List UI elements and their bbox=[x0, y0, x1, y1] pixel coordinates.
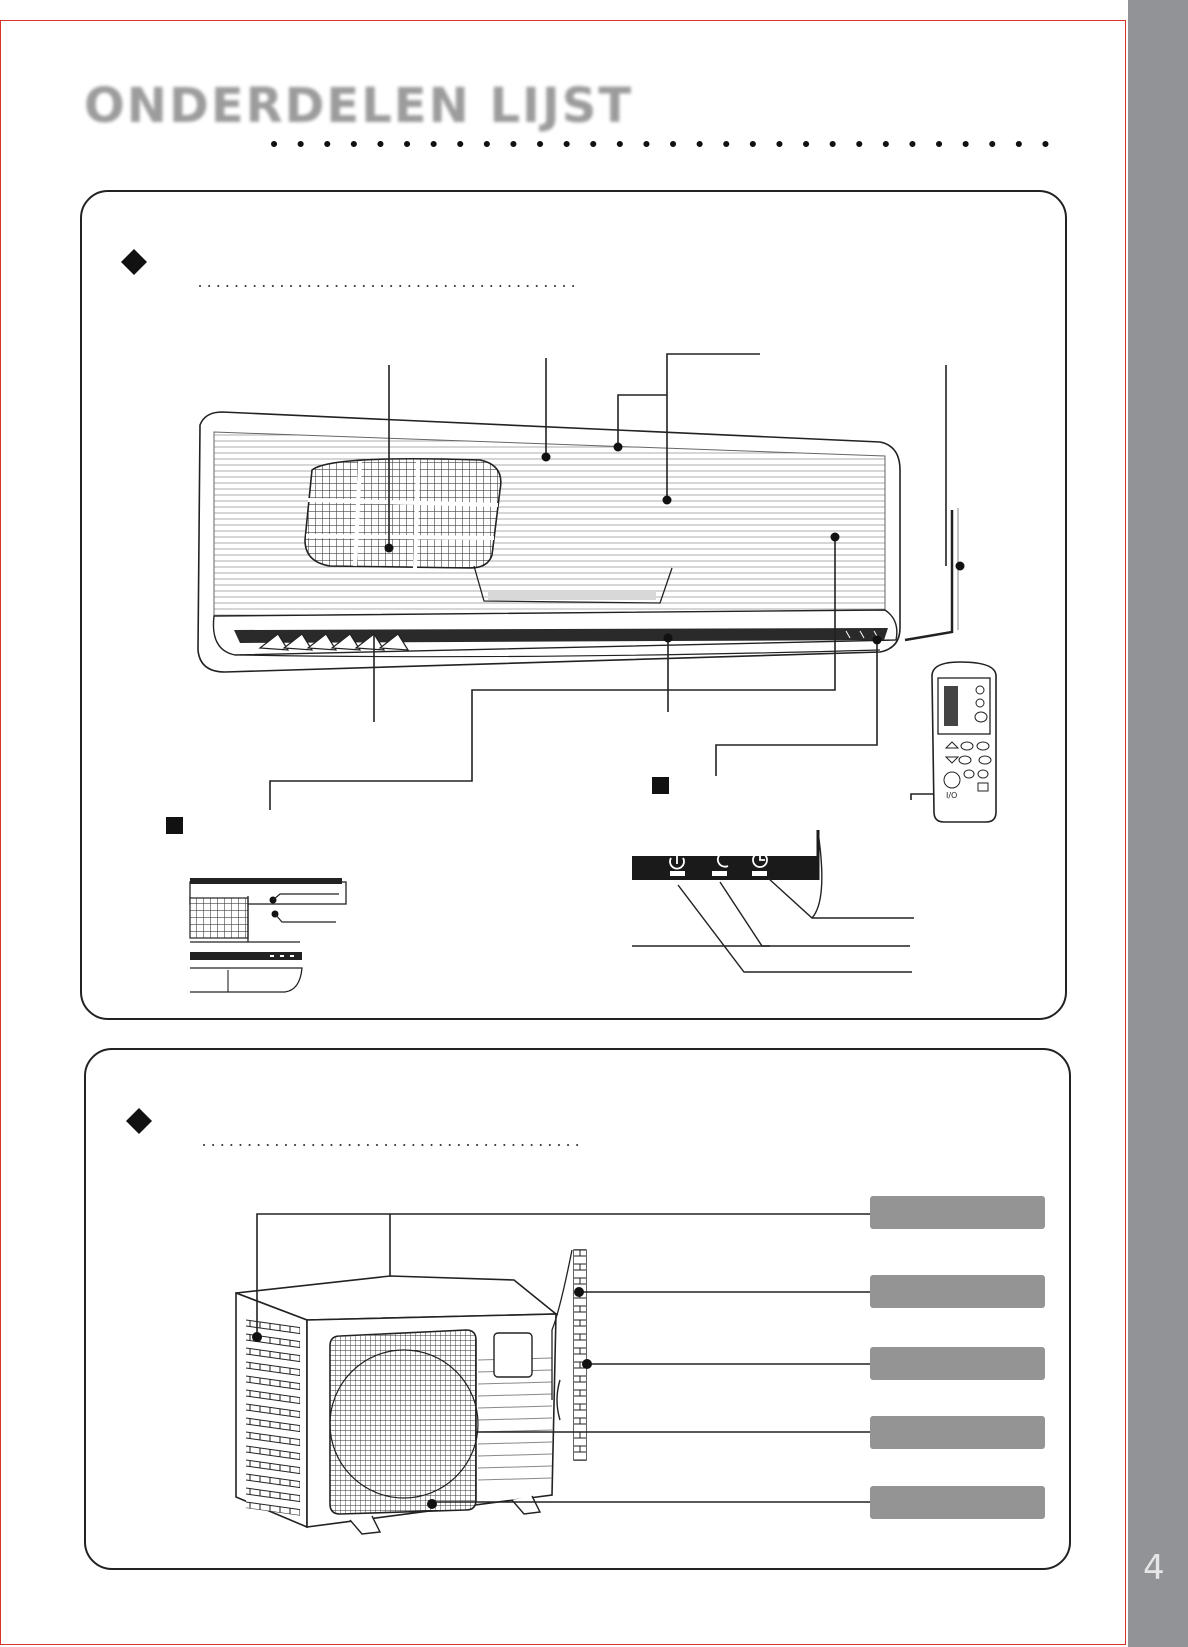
label-box-4 bbox=[870, 1416, 1045, 1449]
label-box-2 bbox=[870, 1275, 1045, 1308]
section-marker-outdoor bbox=[126, 1108, 152, 1134]
service-panel bbox=[494, 1333, 532, 1377]
page-title: ONDERDELEN LIJST bbox=[84, 78, 634, 134]
side-strip bbox=[1128, 0, 1188, 1647]
outdoor-side-vents bbox=[246, 1314, 300, 1516]
page-number: 4 bbox=[1143, 1548, 1165, 1588]
label-box-1 bbox=[870, 1196, 1045, 1229]
outdoor-unit bbox=[236, 1250, 586, 1534]
svg-text:I/O: I/O bbox=[946, 791, 958, 800]
label-box-5 bbox=[870, 1486, 1045, 1519]
label-box-3 bbox=[870, 1347, 1045, 1380]
outdoor-label-boxes bbox=[870, 1196, 1045, 1519]
fan-guard bbox=[330, 1330, 476, 1514]
